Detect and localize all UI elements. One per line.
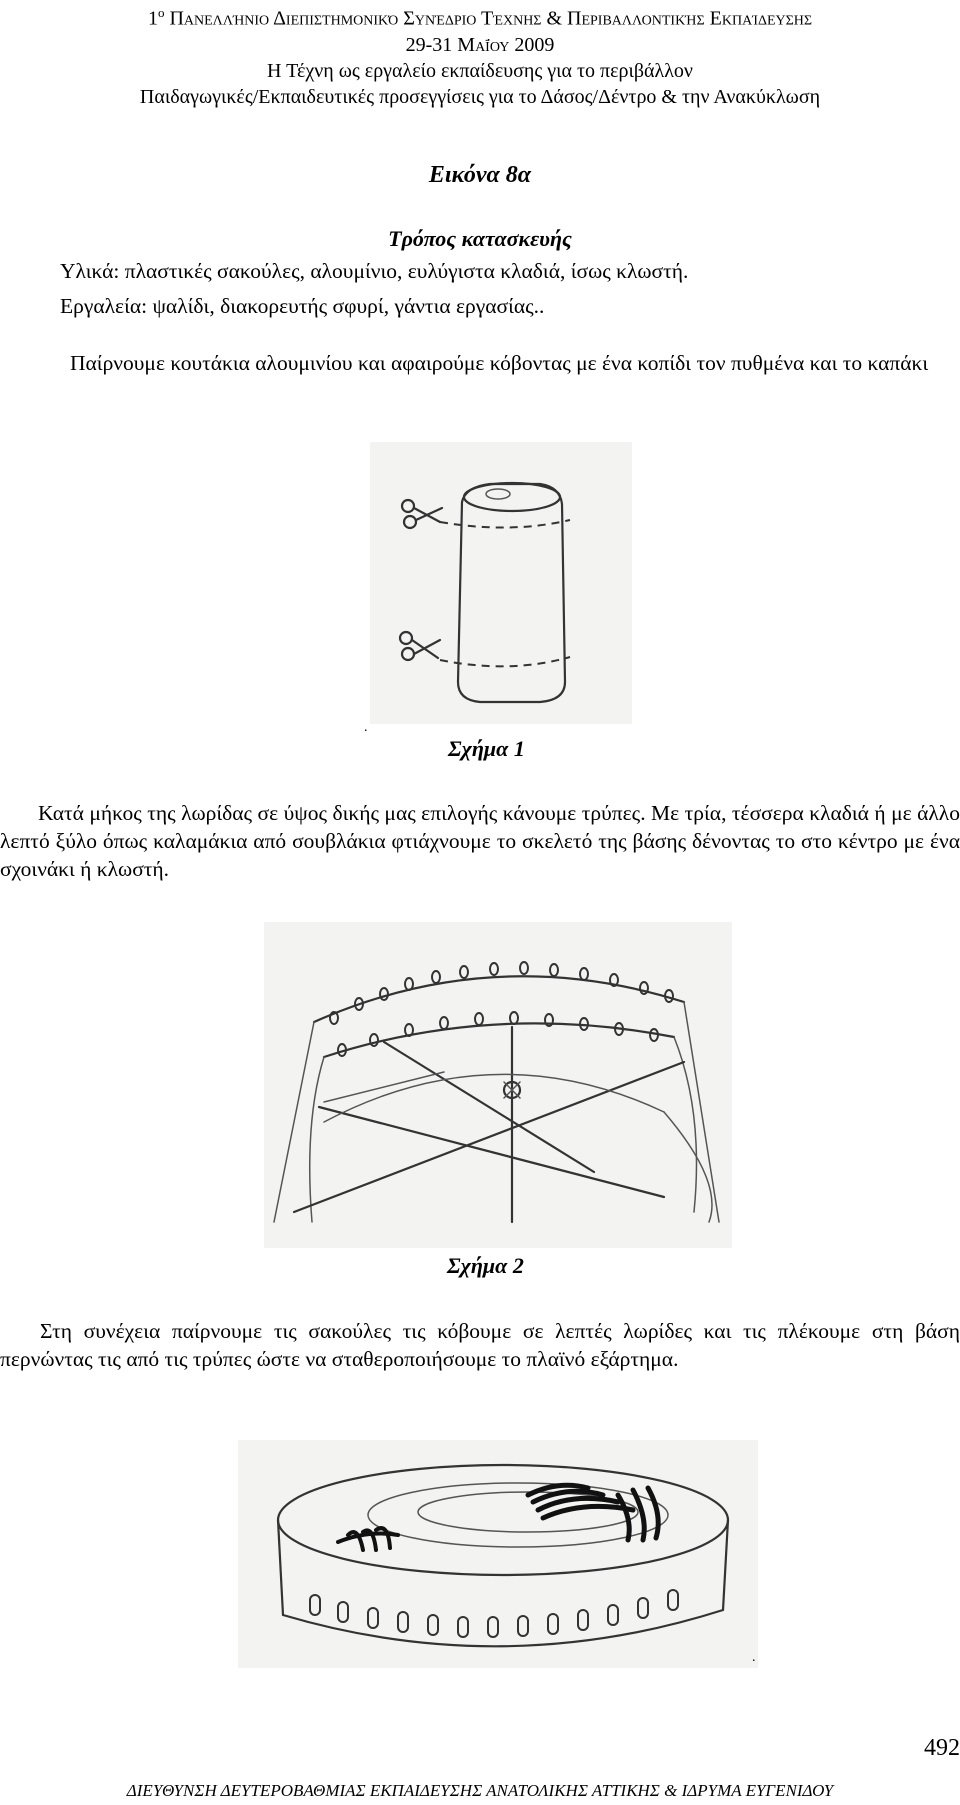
step-1-paragraph: Παίρνουμε κουτάκια αλουμινίου και αφαιρούμε κόβοντας με ένα κοπίδι τον πυθμένα και το καπάκι [70, 351, 929, 375]
figure-3-dot: . [752, 1650, 756, 1665]
footer-text: ΔΙΕΥΘΥΝΣΗ ΔΕΥΤΕΡΟΒΑΘΜΙΑΣ ΕΚΠΑΙΔΕΥΣΗΣ ΑΝΑΤΟΛΙΚΗΣ ΑΤΤΙΚΗΣ & ΙΔΡΥΜΑ ΕΥΓΕΝΙΔΟΥ [126, 1781, 834, 1800]
page-number: 492 [924, 1735, 960, 1761]
header-line-1: $1^o$ Πανελλήνιο Διεπιστημονικό Συνέδριο Τέχνης & Περιβαλλοντικής Εκπαίδευσης [147, 5, 813, 30]
figure-1-caption: Σχήμα 1 [448, 736, 525, 761]
construction-heading: Τρόπος κατασκευής [388, 226, 572, 251]
figure-2-caption: Σχήμα 2 [447, 1253, 524, 1278]
figure-1-dot: . [364, 720, 368, 735]
header-line-4: Παιδαγωγικές/Εκπαιδευτικές προσεγγίσεις για το Δάσος/Δέντρο & την Ανακύκλωση [139, 85, 821, 108]
tools-line: Εργαλεία: ψαλίδι, διακορευτής σφυρί, γάντια εργασίας.. [60, 294, 545, 318]
step-2-paragraph: Κατά μήκος της λωρίδας σε ύψος δικής μας επιλογής κάνουμε τρύπες. Με τρία, τέσσερα κλαδιά ή με άλλο λεπτό ξύλο όπως καλαμάκια από σουβλάκια φτιάχνουμε το σκελετό της βάσης δένοντας το στο κέντρο με ένα σχοινάκι ή κλωστή. [0, 801, 960, 881]
figure-8a-title: Εικόνα 8α [428, 162, 532, 188]
figure-2-frame-drawing [264, 922, 732, 1248]
materials-line: Υλικά: πλαστικές σακούλες, αλουμίνιο, ευλύγιστα κλαδιά, ίσως κλωστή. [60, 259, 689, 283]
figure-3-woven-base-drawing [238, 1440, 758, 1668]
header-line-3: Η Τέχνη ως εργαλείο εκπαίδευσης για το περιβάλλον [267, 59, 693, 82]
step-3-paragraph: Στη συνέχεια παίρνουμε τις σακούλες τις κόβουμε σε λεπτές λωρίδες και τις πλέκουμε στη βάση περνώντας τις από τις τρύπες ώστε να σταθεροποιήσουμε το πλαϊνό εξάρτημα. [0, 1319, 960, 1371]
header-date: 29-31 Μαΐου 2009 [405, 33, 555, 56]
conference-header [0, 0, 960, 110]
figure-1-can-drawing [370, 442, 632, 724]
